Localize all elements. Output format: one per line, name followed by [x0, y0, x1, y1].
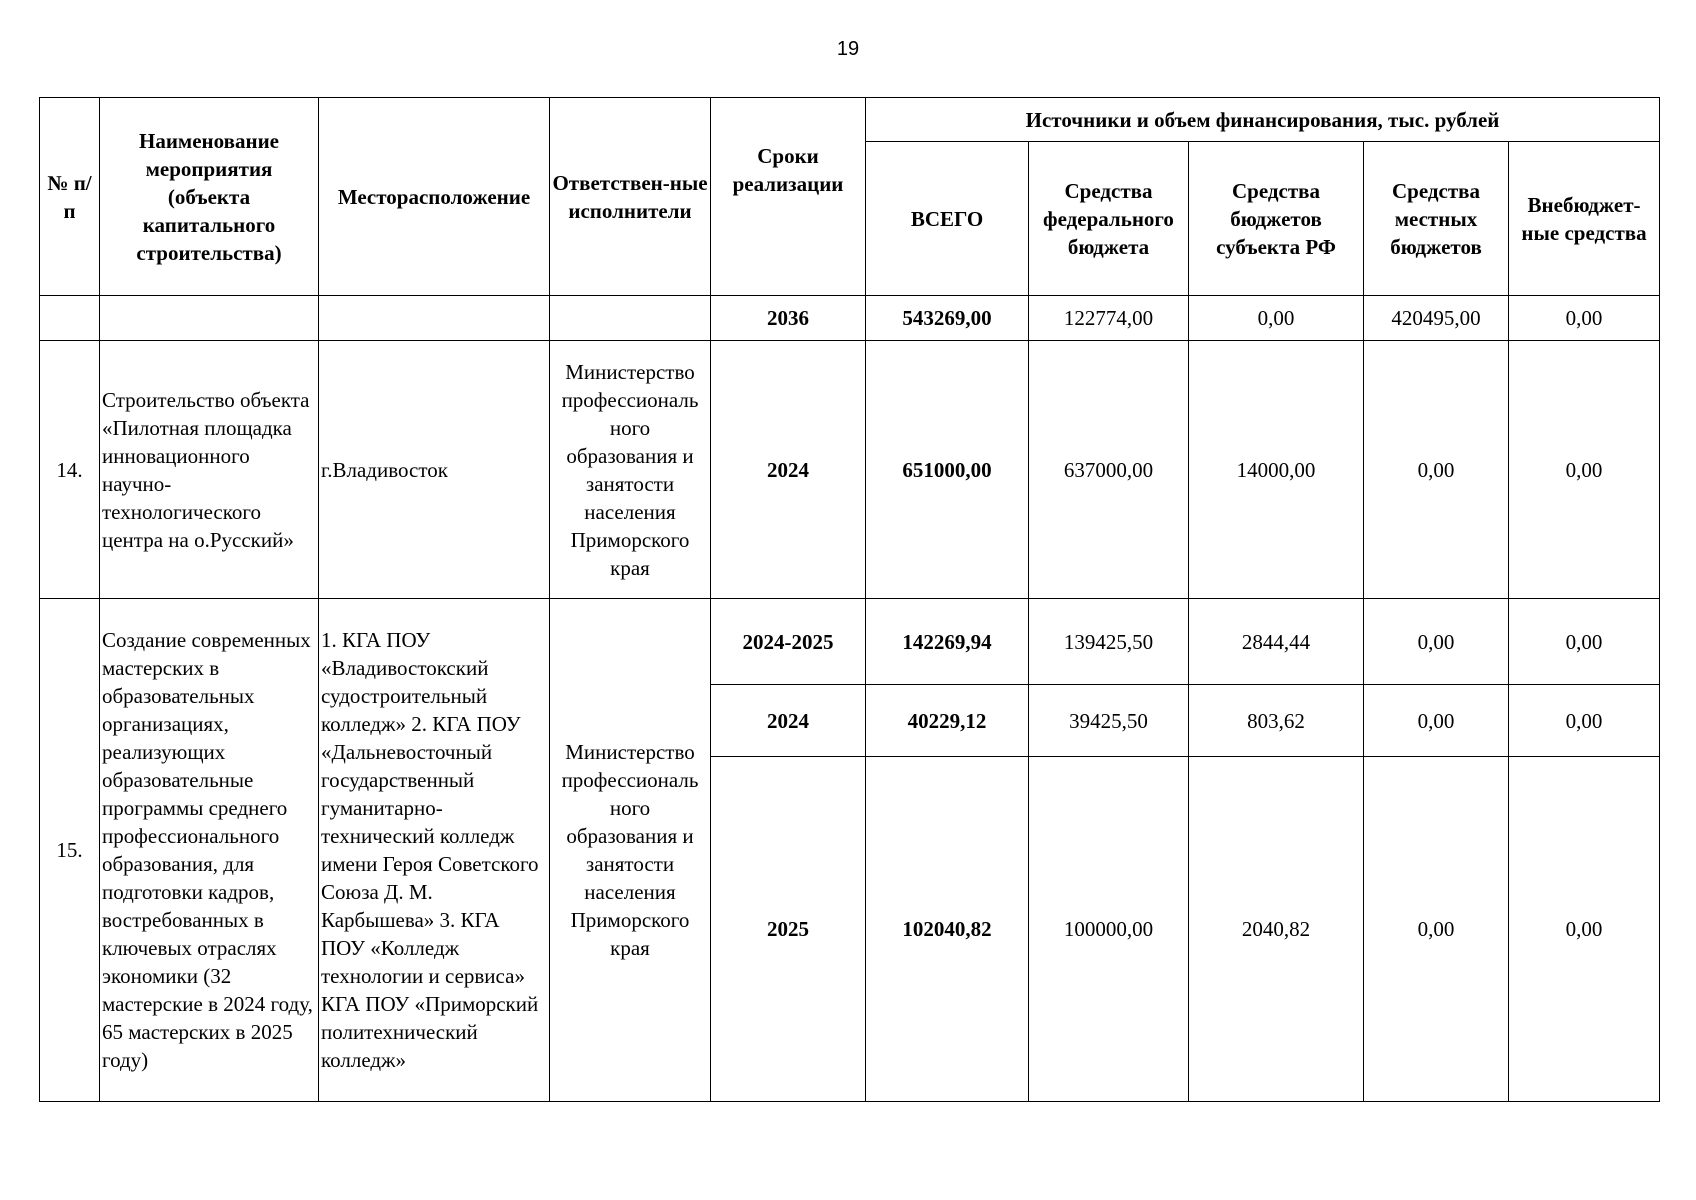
cell-regional: 0,00	[1189, 296, 1364, 341]
cell-total: 651000,00	[866, 341, 1029, 599]
header-name: Наименование мероприятия (объекта капитального строительства)	[100, 98, 319, 296]
cell-name: Создание современных мастерских в образовательных организациях, реализующих образовательные программы среднего профессионального образования, для подготовки кадров, востребованных в ключевых отраслях экономики (32 мастерские в 2024 году, 65 мастерских в 2025 году)	[100, 599, 319, 1102]
table-row-continuation	[40, 296, 1660, 341]
financing-table	[39, 97, 1660, 1102]
cell-year: 2036	[711, 296, 866, 341]
cell-num: 14.	[40, 341, 100, 599]
cell-total: 102040,82	[866, 757, 1029, 1102]
cell-executor: Министерство профессиональ ного образования и занятости населения Приморского края	[550, 599, 711, 1102]
header-federal: Средства федерального бюджета	[1029, 142, 1189, 296]
cell-federal: 100000,00	[1029, 757, 1189, 1102]
page-number: 19	[836, 38, 860, 60]
header-total: ВСЕГО	[866, 142, 1029, 296]
cell-empty	[100, 296, 319, 341]
cell-federal: 122774,00	[1029, 296, 1189, 341]
cell-empty	[319, 296, 550, 341]
header-funding-group: Источники и объем финансирования, тыс. рублей	[866, 98, 1660, 142]
cell-local: 0,00	[1364, 341, 1509, 599]
table-row-14	[40, 341, 1660, 599]
cell-regional: 2844,44	[1189, 599, 1364, 685]
cell-local: 0,00	[1364, 757, 1509, 1102]
cell-regional: 2040,82	[1189, 757, 1364, 1102]
cell-empty	[40, 296, 100, 341]
cell-local: 0,00	[1364, 599, 1509, 685]
cell-executor: Министерство профессиональ ного образования и занятости населения Приморского края	[550, 341, 711, 599]
cell-total: 543269,00	[866, 296, 1029, 341]
header-offbudget: Внебюджет-ные средства	[1509, 142, 1660, 296]
cell-regional: 803,62	[1189, 685, 1364, 757]
cell-total: 40229,12	[866, 685, 1029, 757]
cell-local: 0,00	[1364, 685, 1509, 757]
cell-total: 142269,94	[866, 599, 1029, 685]
header-num: № п/п	[40, 98, 100, 296]
cell-year: 2024	[711, 341, 866, 599]
cell-empty	[550, 296, 711, 341]
cell-year: 2024-2025	[711, 599, 866, 685]
cell-offbudget: 0,00	[1509, 757, 1660, 1102]
cell-local: 420495,00	[1364, 296, 1509, 341]
cell-offbudget: 0,00	[1509, 296, 1660, 341]
cell-federal: 139425,50	[1029, 599, 1189, 685]
header-location: Месторасположение	[319, 98, 550, 296]
table-row-15	[40, 599, 1660, 685]
cell-num: 15.	[40, 599, 100, 1102]
cell-offbudget: 0,00	[1509, 341, 1660, 599]
cell-name: Строительство объекта «Пилотная площадка инновационного научно-технологического центра на о.Русский»	[100, 341, 319, 599]
cell-year: 2024	[711, 685, 866, 757]
cell-offbudget: 0,00	[1509, 685, 1660, 757]
cell-offbudget: 0,00	[1509, 599, 1660, 685]
header-regional: Средства бюджетов субъекта РФ	[1189, 142, 1364, 296]
header-terms: Сроки реализации	[711, 98, 866, 296]
header-executors: Ответствен-ные исполнители	[550, 98, 711, 296]
cell-location: г.Владивосток	[319, 341, 550, 599]
cell-location: 1. КГА ПОУ «Владивостокский судостроительный колледж» 2. КГА ПОУ «Дальневосточный государственный гуманитарно-технический колледж имени Героя Советского Союза Д. М. Карбышева» 3. КГА ПОУ «Колледж технологии и сервиса» КГА ПОУ «Приморский политехнический колледж»	[319, 599, 550, 1102]
cell-federal: 637000,00	[1029, 341, 1189, 599]
cell-federal: 39425,50	[1029, 685, 1189, 757]
cell-regional: 14000,00	[1189, 341, 1364, 599]
header-local: Средства местных бюджетов	[1364, 142, 1509, 296]
cell-year: 2025	[711, 757, 866, 1102]
